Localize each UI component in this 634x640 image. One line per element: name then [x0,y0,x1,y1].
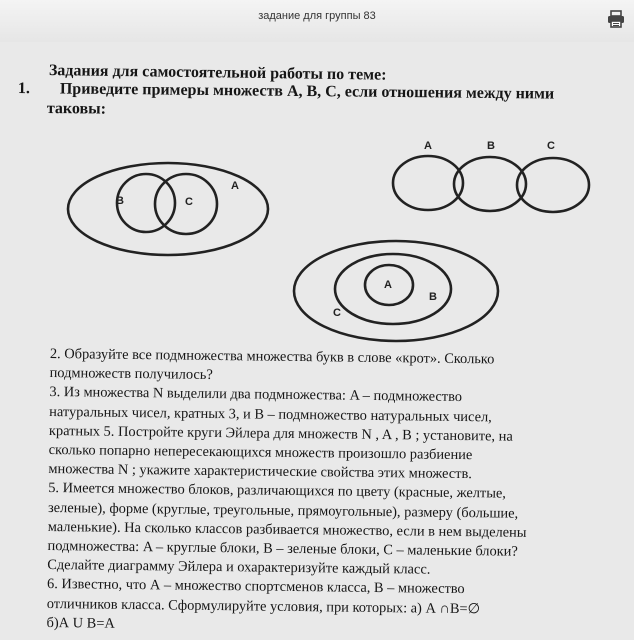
diagram-right [393,156,589,212]
task-6-line-1: 6. Известно, что А – множество спортсменов класса, В – множество [46,576,465,598]
diagram-left-set-a [68,163,268,255]
task-1-number: 1. [17,80,30,98]
task-2-line-2: подмножеств получилось? [49,365,213,384]
task-3-line-2: натуральных чисел, кратных 3, и B – подмножество натуральных чисел, [49,403,492,426]
task-5-line-5: Сделайте диаграмму Эйлера и охарактеризуйте каждый класс. [47,557,431,578]
task-6-line-2: отличников класса. Сформулируйте условия, при которых: а) А ∩В=∅ [46,595,481,617]
diagram-right-set-a [393,156,463,210]
diagram-right-set-b [454,157,526,211]
diagram-left-label-a: A [231,180,239,192]
task-5-line-2: зеленые), форме (круглые, треугольные, прямоугольные), размеру (большие, [47,499,519,522]
task-5-line-1: 5. Имеется множество блоков, различающихся по цвету (красные, желтые, [48,480,506,503]
diagram-right-label-a: A [424,140,432,152]
task-3-line-1: 3. Из множества N выделили два подмножества: A – подмножество [49,384,463,406]
diagram-bottom-set-c [294,241,498,341]
diagram-left-set-b [117,174,175,232]
diagram-right-label-c: C [547,140,555,152]
diagram-left-label-b: B [116,195,124,207]
diagram-right-label-b: B [487,140,495,152]
diagram-left-label-c: C [185,196,193,208]
task-5-line-4: подмножества: A – круглые блоки, B – зеленые блоки, C – маленькие блоки? [47,538,518,560]
task-6-line-3: б)А U В=А [46,614,115,632]
task-3-line-4: сколько попарно непересекающихся множеств произошло разбиение [48,442,473,464]
task-1-line-2: таковы: [46,100,107,118]
page-title: задание для группы 83 [258,10,376,22]
diagram-bottom [294,241,498,341]
diagram-right-set-c [517,158,589,212]
task-3-line-3: кратных 5. Постройте круги Эйлера для множеств N , A , B ; установите, на [48,422,513,445]
task-2-line-1: 2. Образуйте все подмножества множества букв в слове «крот». Сколько [49,345,495,368]
diagram-bottom-label-c: C [333,307,341,319]
diagram-bottom-label-b: B [429,291,437,303]
diagram-left [68,163,268,255]
task-5-line-3: маленькие). На сколько классов разбивается множество, если в нем выделены [47,518,527,541]
diagram-bottom-label-a: A [384,279,392,291]
tasks-text [46,345,634,640]
section-heading: Задания для самостоятельной работы по теме: [48,62,387,84]
task-1-text: Приведите примеры множеств А, В, С, если отношения между ними [59,80,555,103]
task-3-line-5: множества N ; укажите характеристические свойства этих множеств. [48,461,473,483]
